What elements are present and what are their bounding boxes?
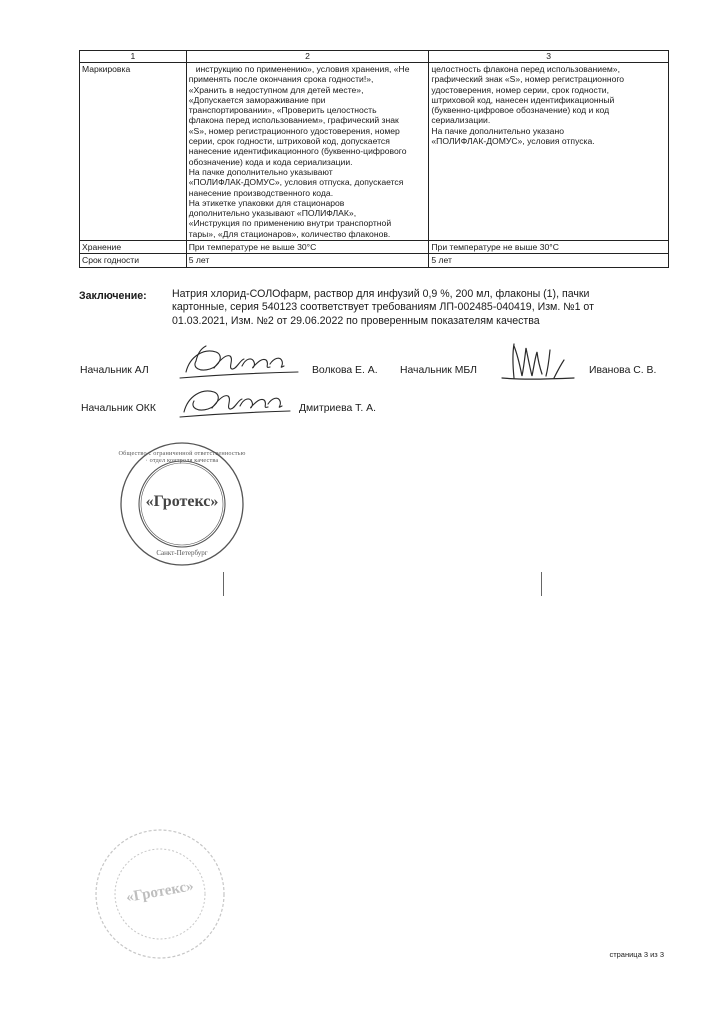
marking-req-line: «Допускается замораживание при: [188, 94, 326, 105]
signature-volkova-icon: [176, 342, 304, 384]
marking-actual-line: (буквенно-цифровое обозначение) код и код: [431, 105, 610, 116]
faded-stamp-center-text: «Гротекс»: [124, 878, 195, 906]
marking-req-line: На этикетке упаковки для стационаров: [188, 197, 345, 208]
marking-req-line: «S», номер регистрационного удостоверения, номер: [188, 125, 400, 136]
signature-dmitrieva-icon: [176, 382, 294, 422]
header-col-1: 1: [80, 51, 187, 63]
marking-req-line: дополнительно указывают «ПОЛИФЛАК»,: [188, 208, 357, 219]
stamp-center-text: «Гротекс»: [145, 493, 219, 510]
signer-name-dmitrieva: Дмитриева Т. А.: [299, 403, 376, 414]
shelf-life-actual-cell: 5 лет: [429, 254, 669, 267]
signer-title-okk: Начальник ОКК: [81, 403, 156, 414]
marking-req-line: «Хранить в недоступном для детей месте»,: [188, 84, 364, 95]
marking-actual-line: сериализации.: [431, 115, 491, 126]
marking-req-line: тары», «Для стационаров», количество флаконов.: [188, 228, 391, 239]
marking-actual-line: целостность флакона перед использованием»,: [431, 64, 620, 74]
spec-table: [79, 50, 669, 268]
table-header-row: [80, 51, 669, 63]
scan-mark: [223, 572, 224, 596]
marking-requirements-cell: [186, 63, 429, 241]
conclusion-line: картонные, серия 540123 соответствует требованиям ЛП-002485-040419, Изм. №1 от: [172, 301, 594, 314]
conclusion-line: Натрия хлорид-СОЛОфарм, раствор для инфузий 0,9 %, 200 мл, флаконы (1), пачки: [172, 288, 590, 300]
signer-title-mbl: Начальник МБЛ: [400, 365, 477, 376]
storage-requirement-cell: При температуре не выше 30°С: [186, 241, 429, 254]
stamp-city-text: Санкт-Петербург: [156, 549, 208, 557]
signature-ivanova-icon: [494, 338, 576, 384]
marking-req-line: серии, срок годности, штриховой код, допускается: [188, 136, 390, 147]
marking-req-line: «Инструкция по применению внутри транспортной: [188, 218, 392, 229]
scan-mark: [541, 572, 542, 596]
page-number: страница 3 из 3: [609, 950, 664, 959]
marking-actual-line: графический знак «S», номер регистрационного: [431, 74, 625, 85]
marking-actual-line: На пачке дополнительно указано: [431, 125, 564, 136]
row-label-marking: Маркировка: [80, 63, 187, 241]
row-label-storage: Хранение: [80, 241, 187, 254]
shelf-life-requirement-cell: 5 лет: [186, 254, 429, 267]
signer-title-al: Начальник АЛ: [80, 365, 149, 376]
marking-req-line: транспортировании», «Проверить целостность: [188, 105, 377, 116]
conclusion-text: [172, 288, 670, 328]
marking-actual-cell: [429, 63, 669, 241]
marking-req-line: применять после окончания срока годности!»,: [188, 74, 374, 85]
conclusion-line: 01.03.2021, Изм. №2 от 29.06.2022 по проверенным показателям качества: [172, 314, 540, 327]
marking-req-line: нанесение идентификационного (буквенно-цифрового: [188, 146, 407, 157]
table-row-marking: [80, 63, 669, 241]
marking-req-line: инструкцию по применению», условия хранения, «Не: [195, 64, 410, 74]
marking-req-line: нанесение производственного кода.: [188, 187, 334, 198]
table-row-storage: [80, 241, 669, 254]
marking-req-line: флакона перед использованием», графический знак: [188, 115, 399, 126]
marking-actual-line: штриховой код, нанесен идентификационный: [431, 94, 615, 105]
storage-actual-cell: При температуре не выше 30°С: [429, 241, 669, 254]
signer-name-ivanova: Иванова С. В.: [589, 365, 657, 376]
header-col-2: 2: [186, 51, 429, 63]
row-label-shelf-life: Срок годности: [80, 254, 187, 267]
company-stamp: [118, 440, 246, 568]
marking-req-line: «ПОЛИФЛАК-ДОМУС», условия отпуска, допускается: [188, 177, 404, 188]
marking-actual-line: удостоверения, номер серии, срок годности,: [431, 84, 609, 95]
signer-name-volkova: Волкова Е. А.: [312, 365, 378, 376]
marking-req-line: обозначение) кода и кода сериализации.: [188, 156, 353, 167]
table-row-shelf-life: [80, 254, 669, 267]
header-col-3: 3: [429, 51, 669, 63]
marking-actual-line: «ПОЛИФЛАК-ДОМУС», условия отпуска.: [431, 136, 595, 147]
faded-stamp-imprint: [92, 826, 228, 962]
conclusion-label: Заключение:: [79, 290, 147, 302]
stamp-ring-text: Общество с ограниченной ответственностью · отдел контроля качества: [118, 450, 246, 464]
marking-req-line: На пачке дополнительно указывают: [188, 166, 333, 177]
